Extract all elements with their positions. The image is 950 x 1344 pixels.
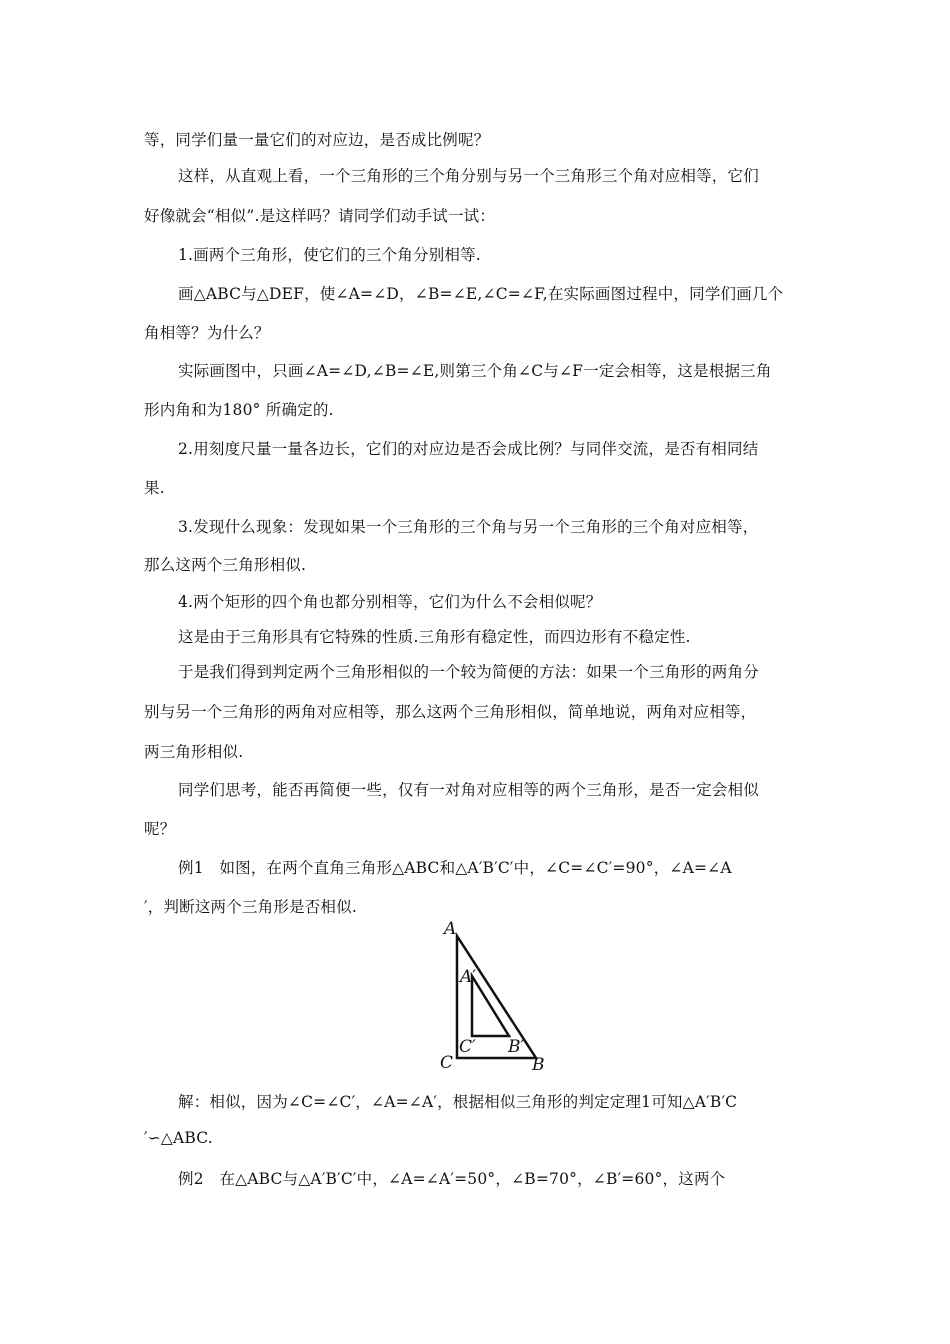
text-line: 等，同学们量一量它们的对应边，是否成比例呢？ [144,131,490,149]
text-line: 画△ABC与△DEF，使∠A=∠D，∠B=∠E,∠C=∠F,在实际画图过程中，同学们画几个 [178,285,784,303]
text-line: 那么这两个三角形相似. [144,556,307,574]
text-line: 别与另一个三角形的两角对应相等，那么这两个三角形相似，简单地说，两角对应相等， [144,703,757,721]
text-line: 实际画图中，只画∠A=∠D,∠B=∠E,则第三个角∠C与∠F一定会相等，这是根据三角 [178,362,772,380]
text-line: 好像就会“相似”.是这样吗？请同学们动手试一试： [144,207,496,225]
text-line: 于是我们得到判定两个三角形相似的一个较为简便的方法：如果一个三角形的两角分 [178,663,759,681]
label-b: B [532,1055,545,1075]
label-a: A [444,919,457,939]
text-line: ′，判断这两个三角形是否相似. [144,898,357,916]
label-a-prime: A′ [460,967,477,987]
text-line: 4.两个矩形的四个角也都分别相等，它们为什么不会相似呢？ [178,593,602,611]
label-c: C [440,1053,454,1073]
text-line: 形内角和为180° 所确定的. [144,401,334,419]
label-c-prime: C′ [459,1037,476,1057]
label-b-prime: B′ [508,1037,525,1057]
text-line: 角相等？为什么？ [144,324,270,342]
text-line: 例2 在△ABC与△A′B′C′中，∠A=∠A′=50°，∠B=70°，∠B′=60°，这两个 [178,1170,726,1188]
text-line: 2.用刻度尺量一量各边长，它们的对应边是否会成比例？与同伴交流，是否有相同结 [178,440,759,458]
text-line: ′∽△ABC. [144,1129,213,1147]
text-line: 这是由于三角形具有它特殊的性质.三角形有稳定性，而四边形有不稳定性. [178,628,691,646]
triangle-diagram [430,918,560,1078]
text-line: 解：相似，因为∠C=∠C′，∠A=∠A′，根据相似三角形的判定定理1可知△A′B′C [178,1093,738,1111]
triangle-figure [430,918,560,1078]
text-line: 果. [144,479,165,497]
text-line: 两三角形相似. [144,743,244,761]
text-line: 这样，从直观上看，一个三角形的三个角分别与另一个三角形三个角对应相等，它们 [178,167,759,185]
text-line: 例1 如图，在两个直角三角形△ABC和△A′B′C′中，∠C=∠C′=90°，∠A=∠A [178,859,732,877]
text-line: 同学们思考，能否再简便一些，仅有一对角对应相等的两个三角形，是否一定会相似 [178,781,759,799]
text-line: 1.画两个三角形，使它们的三个角分别相等. [178,246,481,264]
text-line: 3.发现什么现象：发现如果一个三角形的三个角与另一个三角形的三个角对应相等， [178,518,759,536]
text-line: 呢？ [144,820,176,838]
